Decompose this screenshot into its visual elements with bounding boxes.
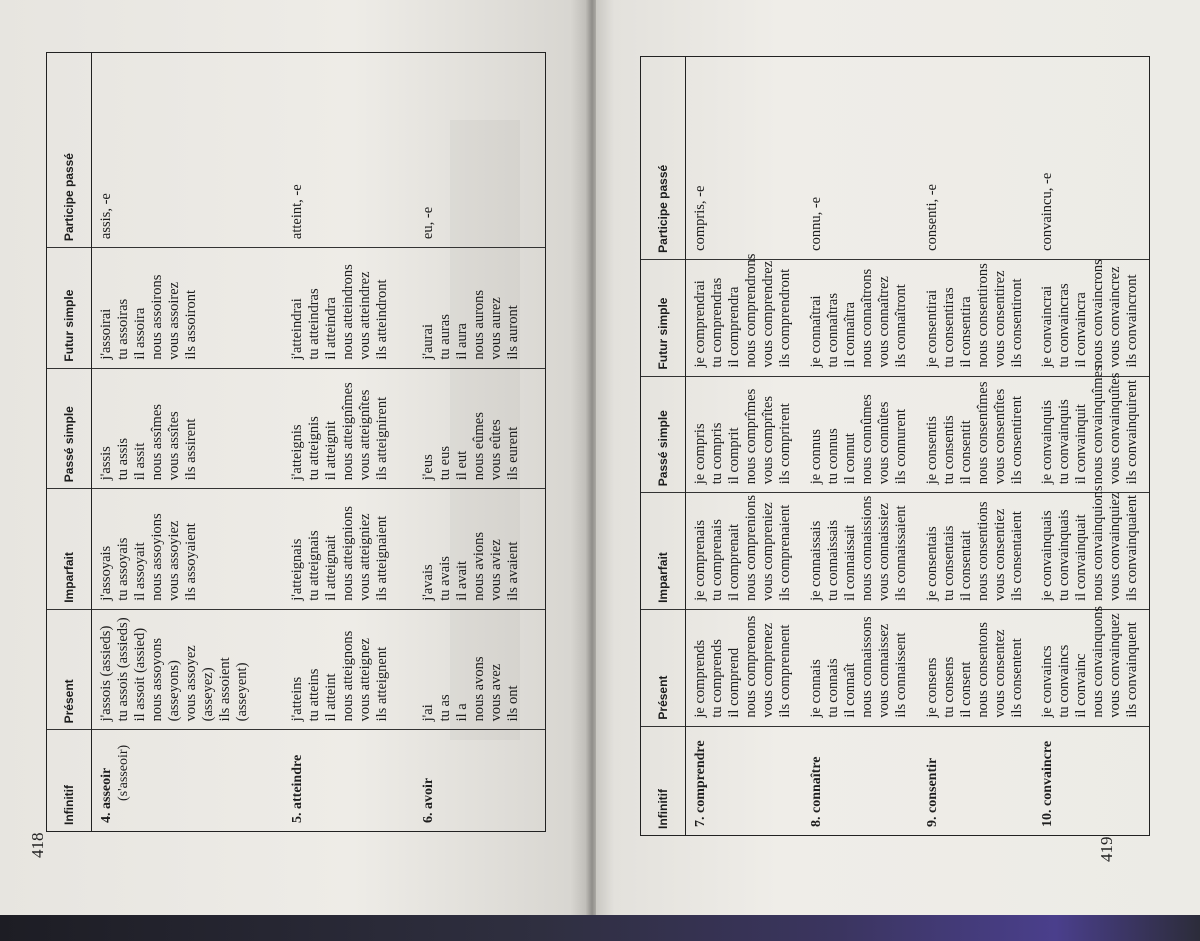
conjugation-form: nous avons [471, 656, 488, 722]
conjugation-form: il comprenait [726, 524, 742, 601]
conjugation-form: tu eus [437, 445, 454, 481]
conjugation-form: ils consentent [1008, 638, 1025, 718]
conjugation-form: tu consentis [940, 415, 957, 485]
conjugation-form: ils avaient [505, 541, 522, 601]
conjugation-form: tu connus [824, 428, 841, 485]
conjugation-form: vous aviez [488, 539, 505, 601]
conjugation-form: vous consentîtes [991, 388, 1008, 485]
conjugation-form: je connaîtrai [807, 295, 824, 368]
conjugation-form: ils assoient [217, 657, 233, 722]
conjugation-form: ils comprirent [777, 403, 793, 485]
conjugation-form: je consentirai [923, 289, 940, 368]
conjugation-form: vous consentez [991, 629, 1008, 718]
conjugation-form: nous connaissions [858, 495, 875, 601]
infinitive-label: 8. connaître [808, 756, 824, 827]
conjugation-form: tu connaîtras [824, 293, 841, 368]
conjugation-form: il consentait [957, 530, 974, 601]
conjugation-form: il connaît [841, 663, 858, 718]
verb-row [92, 53, 284, 831]
conjugation-form: vous avez [488, 663, 505, 722]
conjugation-form: vous convainquez [1107, 613, 1124, 718]
imparfait-cell [92, 489, 284, 610]
passe-simple-cell [414, 368, 545, 489]
conjugation-form: vous comprenez [760, 622, 776, 718]
verb-row [1033, 57, 1149, 835]
conjugation-form: (asseyez) [200, 667, 216, 722]
conjugation-form: tu consentais [940, 525, 957, 601]
conjugation-form: tu assoyais [115, 537, 131, 601]
conjugation-form: tu atteignais [306, 530, 323, 601]
conjugation-form: nous aurons [471, 289, 488, 360]
conjugation-form: nous convainquons [1090, 606, 1107, 718]
infinitive-label: 10. convaincre [1040, 740, 1056, 827]
desk-surface [0, 915, 1200, 941]
infinitive-label: 6. avoir [421, 777, 437, 823]
header-passe-simple: Passé simple [47, 368, 92, 489]
conjugation-form: il comprendra [726, 286, 742, 368]
conjugation-form: nous connaissons [858, 616, 875, 718]
conjugation-form: il atteignit [323, 421, 340, 481]
conjugation-form: tu convainquis [1056, 399, 1073, 485]
conjugation-form: (asseyons) [166, 660, 182, 722]
conjugation-form: il connut [841, 433, 858, 485]
present-cell [686, 609, 802, 726]
conjugation-form: ils connaîtront [892, 284, 909, 368]
participe-passe-cell [283, 53, 414, 248]
conjugation-form: ils connaissaient [892, 505, 909, 601]
conjugation-form: vous connaîtrez [875, 276, 892, 368]
conjugation-form: tu consentiras [940, 287, 957, 368]
futur-simple-cell [686, 253, 802, 376]
conjugation-form: je connaissais [807, 520, 824, 601]
conjugation-form: il consentira [957, 296, 974, 368]
conjugation-form: nous comprenions [743, 494, 759, 601]
conjugation-form: il convainquit [1073, 404, 1090, 485]
infinitive-label: 9. consentir [924, 757, 940, 827]
conjugation-form: tu as [437, 694, 454, 722]
conjugation-form: vous assoyez [183, 645, 199, 722]
conjugation-form: il assoit (assied) [132, 627, 148, 722]
conjugation-form: il connaîtra [841, 301, 858, 368]
conjugation-form: il connaissait [841, 524, 858, 601]
conjugation-form: je connus [807, 429, 824, 485]
infinitive-cell [802, 726, 918, 835]
conjugation-form: j'atteignais [289, 538, 306, 601]
infinitive-cell [92, 730, 284, 831]
conjugation-form: nous consentîmes [974, 381, 991, 485]
present-cell [802, 609, 918, 726]
conjugation-form: nous connaîtrons [858, 268, 875, 368]
conjugation-form: il atteignait [323, 535, 340, 601]
infinitive-cell [283, 730, 414, 831]
conjugation-form: tu atteignis [306, 416, 323, 481]
conjugation-form: nous assoyions [149, 513, 165, 601]
participe-passe-cell [92, 53, 284, 248]
conjugation-form: nous convainquîmes [1090, 365, 1107, 485]
conjugation-form: nous consentons [974, 622, 991, 718]
conjugation-form: tu compris [709, 422, 725, 485]
conjugation-form: ils ont [505, 685, 522, 722]
conjugation-form: tu convainquais [1056, 509, 1073, 601]
conjugation-form: je comprendrai [692, 280, 708, 368]
conjugation-form: je connais [807, 659, 824, 718]
conjugation-form: tu atteindras [306, 288, 323, 360]
futur-simple-cell [802, 259, 918, 376]
header-infinitif: Infinitif [47, 730, 92, 831]
conjugation-form: vous assîtes [166, 411, 182, 481]
conjugation-form: vous aurez [488, 297, 505, 360]
infinitive-cell [414, 730, 545, 831]
conjugation-form: ils atteignent [374, 646, 391, 722]
infinitive-cell [686, 726, 802, 835]
conjugation-form: vous connaissiez [875, 503, 892, 601]
conjugation-form: ils consentiront [1008, 278, 1025, 368]
conjugation-form: il consentit [957, 420, 974, 485]
conjugation-form: ils convainquaient [1124, 495, 1141, 601]
conjugation-form: j'assoirai [98, 308, 114, 360]
conjugation-form: nous avions [471, 531, 488, 601]
conjugation-form: il convainquait [1073, 514, 1090, 601]
conjugation-form: tu consens [940, 656, 957, 718]
infinitive-label: 7. comprendre [693, 740, 708, 827]
infinitive-cell [918, 726, 1034, 835]
header-present: Présent [641, 609, 686, 726]
futur-simple-cell [92, 248, 284, 369]
verb-row [918, 57, 1034, 835]
futur-simple-cell [918, 259, 1034, 376]
conjugation-form: tu atteins [306, 668, 323, 722]
conjugation-form: vous atteigniez [357, 513, 374, 601]
participe-form: connu, -e [807, 196, 824, 251]
conjugation-form: nous connûmes [858, 394, 875, 485]
present-cell [1033, 606, 1149, 726]
conjugation-form: ils atteindront [374, 279, 391, 360]
imparfait-cell [918, 493, 1034, 610]
conjugation-form: ils atteignaient [374, 515, 391, 601]
conjugation-form: je convainquis [1039, 400, 1056, 485]
passe-simple-cell [1033, 365, 1149, 493]
conjugation-form: je convaincs [1039, 645, 1056, 718]
conjugation-form: tu auras [437, 314, 454, 360]
futur-simple-cell [414, 248, 545, 369]
conjugation-form: il eut [454, 450, 471, 481]
conjugation-form: ils comprenaient [777, 504, 793, 601]
imparfait-cell [414, 489, 545, 610]
passe-simple-cell [92, 368, 284, 489]
passe-simple-cell [283, 368, 414, 489]
conjugation-form: vous eûtes [488, 419, 505, 481]
conjugation-form: tu comprendras [709, 277, 725, 368]
conjugation-form: nous consentions [974, 501, 991, 601]
passe-simple-cell [802, 376, 918, 493]
conjugation-form: j'avais [420, 564, 437, 601]
conjugation-form: il atteindra [323, 297, 340, 360]
futur-simple-cell [283, 248, 414, 369]
header-passe-simple: Passé simple [641, 376, 686, 493]
conjugation-form: tu convaincs [1056, 644, 1073, 718]
conjugation-form: nous atteignons [340, 630, 357, 722]
conjugation-form: je comprends [692, 639, 708, 718]
conjugation-form: nous assîmes [149, 404, 165, 481]
present-cell [414, 609, 545, 730]
conjugation-form: ils assoiront [183, 289, 199, 360]
conjugation-form: vous comprîtes [760, 396, 776, 485]
conjugation-form: nous convaincrons [1090, 259, 1107, 368]
conjugation-form: j'atteignis [289, 424, 306, 481]
conjugation-form: il assit [132, 442, 148, 481]
imparfait-cell [1033, 485, 1149, 610]
participe-form: eu, -e [420, 206, 437, 240]
conjugation-form: ils convainquirent [1124, 379, 1141, 485]
conjugation-form: vous atteignîtes [357, 389, 374, 481]
verb-row [802, 57, 918, 835]
conjugation-form: tu assoiras [115, 298, 131, 360]
table-header-row [641, 57, 686, 835]
conjugation-form: j'assoyais [98, 545, 114, 601]
participe-passe-cell [1033, 57, 1149, 259]
conjugation-form: ils eurent [505, 426, 522, 481]
conjugation-form: vous connaissez [875, 623, 892, 718]
conjugation-form: tu connaissais [824, 519, 841, 601]
conjugation-form: ils assirent [183, 418, 199, 481]
verb-row [283, 53, 414, 831]
conjugation-form: ils connaissent [892, 632, 909, 718]
conjugation-form: tu comprends [709, 639, 725, 718]
conjugation-form: il assoira [132, 307, 148, 360]
infinitive-cell [1033, 726, 1149, 835]
conjugation-form: vous consentirez [991, 270, 1008, 368]
conjugation-form: j'ai [420, 704, 437, 722]
header-infinitif: Infinitif [641, 726, 686, 835]
participe-form: atteint, -e [289, 184, 306, 240]
conjugation-form: vous atteignez [357, 638, 374, 722]
conjugation-form: il comprit [726, 427, 742, 485]
conjugation-form: nous eûmes [471, 412, 488, 481]
verb-row [686, 57, 802, 835]
header-imparfait: Imparfait [47, 489, 92, 610]
header-participe-passe: Participe passé [641, 57, 686, 259]
page-number-left: 418 [28, 832, 47, 858]
passe-simple-cell [686, 376, 802, 493]
conjugation-form: j'eus [420, 454, 437, 481]
imparfait-cell [802, 493, 918, 610]
table-header-row [47, 53, 92, 831]
conjugation-form: j'atteindrai [289, 298, 306, 360]
conjugation-form: je convaincrai [1039, 285, 1056, 368]
conjugation-form: ils consentaient [1008, 511, 1025, 601]
header-imparfait: Imparfait [641, 493, 686, 610]
conjugation-form: vous comprendrez [760, 260, 776, 368]
infinitive-label: 4. asseoir [99, 767, 114, 823]
participe-passe-cell [802, 57, 918, 259]
page-number-right: 419 [1097, 836, 1116, 862]
conjugation-form: ils convaincront [1124, 274, 1141, 368]
participe-form: convaincu, -e [1039, 172, 1056, 251]
conjugation-form: je convainquais [1039, 510, 1056, 601]
conjugation-form: j'assois (assieds) [98, 625, 114, 722]
conjugation-form: il consent [957, 661, 974, 718]
present-cell [918, 609, 1034, 726]
conjugation-form: ils convainquent [1124, 622, 1141, 718]
conjugation-form: nous atteignîmes [340, 382, 357, 481]
conjugation-form: (asseyent) [234, 662, 250, 722]
conjugation-form: j'atteins [289, 676, 306, 722]
conjugation-form: je consentis [923, 416, 940, 485]
conjugation-form: vous convainquiez [1107, 492, 1124, 601]
header-futur-simple: Futur simple [47, 248, 92, 369]
conjugation-form: tu comprenais [709, 519, 725, 601]
conjugation-form: ils consentirent [1008, 396, 1025, 485]
conjugation-form: tu connais [824, 658, 841, 718]
participe-form: consenti, -e [923, 184, 940, 251]
imparfait-cell [686, 493, 802, 610]
present-cell [283, 609, 414, 730]
conjugation-form: vous consentiez [991, 508, 1008, 601]
participe-passe-cell [918, 57, 1034, 259]
conjugation-form: ils assoyaient [183, 523, 199, 601]
conjugation-form: vous connûtes [875, 401, 892, 485]
participe-passe-cell [414, 53, 545, 248]
conjugation-form: il aura [454, 323, 471, 360]
participe-form: compris, -e [692, 185, 708, 251]
verb-row [414, 53, 545, 831]
header-present: Présent [47, 609, 92, 730]
conjugation-form: ils comprennent [777, 624, 793, 718]
conjugation-form: je comprenais [692, 519, 708, 601]
conjugation-form: j'assis [98, 446, 114, 481]
conjugation-form: ils connurent [892, 408, 909, 485]
conjugation-form: tu assois (assieds) [115, 617, 131, 722]
conjugation-form: il avait [454, 560, 471, 601]
conjugation-form: il convaincra [1073, 292, 1090, 368]
conjugation-form: il convainc [1073, 653, 1090, 718]
conjugation-form: ils comprendront [777, 268, 793, 368]
conjugation-form: tu assis [115, 437, 131, 481]
conjugation-form: nous convainquions [1090, 485, 1107, 601]
infinitive-label: 5. atteindre [290, 754, 306, 823]
conjugation-form: ils atteignirent [374, 396, 391, 481]
conjugation-form: vous convaincrez [1107, 266, 1124, 368]
conjugation-form: vous compreniez [760, 502, 776, 601]
conjugation-form: je consentais [923, 526, 940, 601]
conjugation-form: il comprend [726, 647, 742, 718]
futur-simple-cell [1033, 259, 1149, 376]
conjugation-form: nous assoyons [149, 637, 165, 722]
conjugation-form: il atteint [323, 673, 340, 722]
present-cell [92, 609, 284, 730]
conjugation-form: vous convainquîtes [1107, 372, 1124, 485]
conjugation-form: vous assoyiez [166, 520, 182, 601]
conjugation-form: j'aurai [420, 324, 437, 360]
conjugation-form: tu convaincras [1056, 283, 1073, 368]
conjugation-form: nous assoirons [149, 274, 165, 360]
conjugation-form: il assoyait [132, 542, 148, 601]
conjugation-form: je consens [923, 657, 940, 718]
participe-form: assis, -e [98, 193, 114, 240]
conjugation-form: ils auront [505, 305, 522, 360]
header-participe-passe: Participe passé [47, 53, 92, 248]
conjugation-form: nous comprendrons [743, 253, 759, 368]
participe-passe-cell [686, 57, 802, 259]
header-futur-simple: Futur simple [641, 259, 686, 376]
conjugation-form: vous atteindrez [357, 271, 374, 360]
conjugation-form: il a [454, 703, 471, 722]
conjugation-form: nous consentirons [974, 263, 991, 368]
conjugation-table-left [46, 52, 546, 832]
conjugation-form: tu avais [437, 556, 454, 601]
conjugation-form: vous assoirez [166, 281, 182, 360]
reflexive-form: (s'asseoir) [116, 744, 131, 801]
conjugation-table-right [640, 56, 1150, 836]
conjugation-form: nous comprîmes [743, 388, 759, 485]
imparfait-cell [283, 489, 414, 610]
conjugation-form: nous atteignions [340, 506, 357, 601]
conjugation-form: je compris [692, 423, 708, 485]
conjugation-form: nous atteindrons [340, 264, 357, 360]
conjugation-form: nous comprenons [743, 615, 759, 718]
passe-simple-cell [918, 376, 1034, 493]
